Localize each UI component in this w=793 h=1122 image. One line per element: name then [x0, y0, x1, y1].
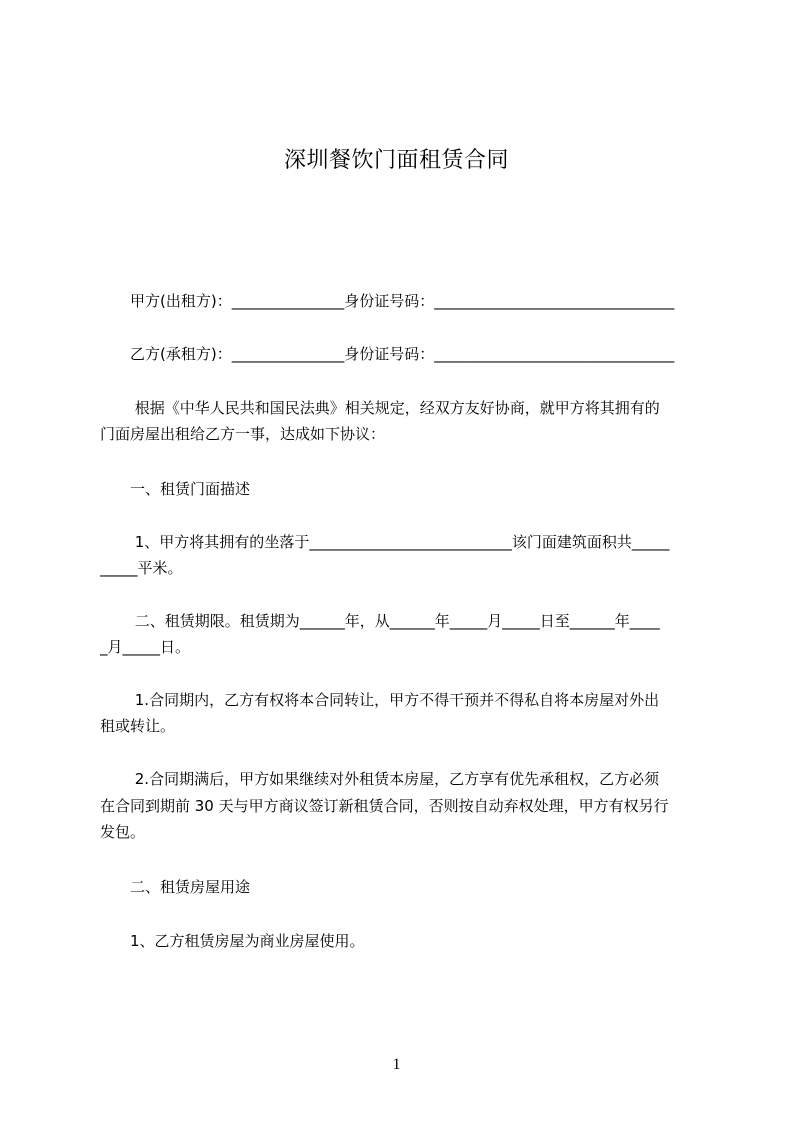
section-heading-2: 二、租赁房屋用途: [100, 878, 251, 896]
party-a-line: 甲方(出租方)：_______________身份证号码：________________________________: [100, 292, 675, 310]
term-clause-1-line-2: 租或转让。: [100, 717, 176, 735]
party-b-line: 乙方(承租方)：_______________身份证号码：________________________________: [100, 345, 675, 363]
preamble-line-1: 根据《中华人民共和国民法典》相关规定，经双方友好协商，就甲方将其拥有的: [100, 399, 660, 417]
use-clause-1: 1、乙方租赁房屋为商业房屋使用。: [100, 932, 365, 950]
term-clause-1-line-1: 1.合同期内，乙方有权将本合同转让，甲方不得干预并不得私自将本房屋对外出: [100, 691, 660, 709]
term-line-1: 二、租赁期限。租赁期为______年，从______年_____月_____日至______年____: [100, 612, 660, 630]
term-line-2: _月_____日。: [100, 638, 191, 656]
clause-1-line-1: 1、甲方将其拥有的坐落于___________________________该门面建筑面积共_____: [100, 533, 670, 551]
page-title: 深圳餐饮门面租赁合同: [283, 148, 509, 173]
page-number: 1: [392, 1056, 401, 1073]
preamble-line-2: 门面房屋出租给乙方一事，达成如下协议：: [100, 425, 386, 443]
term-clause-2-line-3: 发包。: [100, 823, 146, 841]
clause-1-line-2: _____平米。: [100, 559, 183, 577]
term-clause-2-line-1: 2.合同期满后，甲方如果继续对外租赁本房屋，乙方享有优先承租权，乙方必须: [100, 770, 660, 788]
term-clause-2-line-2: 在合同到期前 30 天与甲方商议签订新租赁合同，否则按自动弃权处理，甲方有权另行: [100, 797, 669, 815]
section-heading-1: 一、租赁门面描述: [100, 480, 251, 498]
